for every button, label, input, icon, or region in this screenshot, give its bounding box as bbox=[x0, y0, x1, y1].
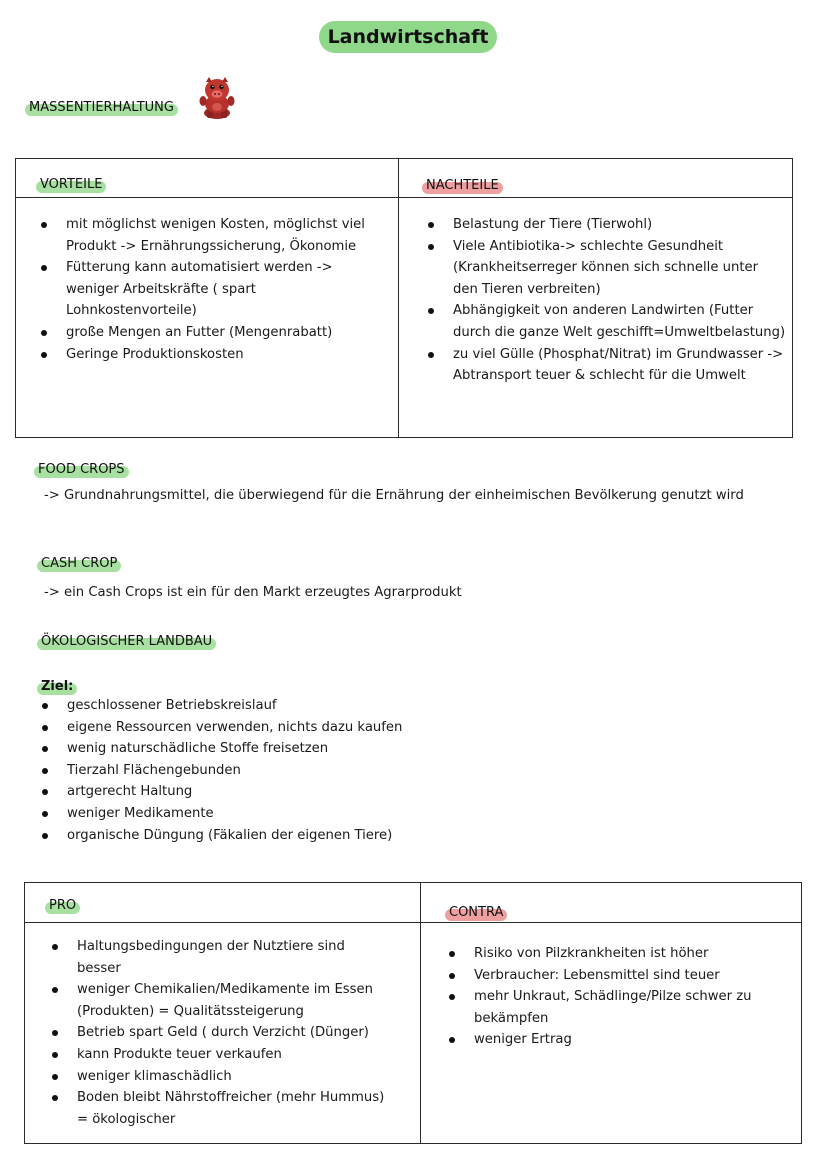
list-item: Verbraucher: Lebensmittel sind teuer bbox=[449, 965, 789, 987]
list-item: weniger Chemikalien/Medikamente im Essen (Produkten) = Qualitätssteigerung bbox=[52, 979, 392, 1022]
list-item: weniger Ertrag bbox=[449, 1029, 789, 1051]
food-crops-heading: FOOD CROPS bbox=[34, 458, 129, 477]
list-item: eigene Ressourcen verwenden, nichts dazu kaufen bbox=[42, 717, 742, 739]
list-item: weniger klimaschädlich bbox=[52, 1066, 392, 1088]
ziel-label: Ziel: bbox=[37, 675, 77, 694]
food-crops-text: -> Grundnahrungsmittel, die überwiegend für die Ernährung der einheimischen Bevölkerung genutzt wird bbox=[44, 488, 744, 503]
cash-crop-heading: CASH CROP bbox=[37, 552, 121, 571]
list-item: weniger Medikamente bbox=[42, 803, 742, 825]
list-item: mehr Unkraut, Schädlinge/Pilze schwer zu bekämpfen bbox=[449, 986, 789, 1029]
massentierhaltung-table bbox=[15, 158, 793, 438]
page-title: Landwirtschaft bbox=[319, 21, 497, 53]
massentierhaltung-heading: MASSENTIERHALTUNG bbox=[25, 96, 178, 115]
list-item: mit möglichst wenigen Kosten, möglichst viel Produkt -> Ernährungssicherung, Ökonomie bbox=[41, 214, 381, 257]
list-item: kann Produkte teuer verkaufen bbox=[52, 1044, 392, 1066]
pro-list bbox=[52, 936, 392, 1130]
list-item: Geringe Produktionskosten bbox=[41, 344, 381, 366]
cash-crop-text: -> ein Cash Crops ist ein für den Markt erzeugtes Agrarprodukt bbox=[44, 585, 462, 600]
pro-header: PRO bbox=[45, 894, 80, 913]
vorteile-header: VORTEILE bbox=[36, 173, 106, 192]
ziele-list bbox=[42, 695, 742, 846]
oekologischer-landbau-heading: ÖKOLOGISCHER LANDBAU bbox=[37, 630, 216, 649]
list-item: Belastung der Tiere (Tierwohl) bbox=[428, 214, 786, 236]
list-item: geschlossener Betriebskreislauf bbox=[42, 695, 742, 717]
list-item: Betrieb spart Geld ( durch Verzicht (Dünger) bbox=[52, 1022, 392, 1044]
list-item: Haltungsbedingungen der Nutztiere sind besser bbox=[52, 936, 392, 979]
list-item: artgerecht Haltung bbox=[42, 781, 742, 803]
list-item: Abhängigkeit von anderen Landwirten (Futter durch die ganze Welt geschifft=Umweltbelastung) bbox=[428, 300, 786, 343]
pro-contra-table bbox=[24, 882, 802, 1144]
contra-list bbox=[449, 943, 789, 1051]
nachteile-header: NACHTEILE bbox=[422, 174, 503, 193]
vorteile-list bbox=[41, 214, 381, 365]
list-item: Fütterung kann automatisiert werden -> weniger Arbeitskräfte ( spart Lohnkostenvorteile) bbox=[41, 257, 381, 322]
pig-icon bbox=[196, 76, 238, 120]
nachteile-list bbox=[428, 214, 786, 387]
list-item: große Mengen an Futter (Mengenrabatt) bbox=[41, 322, 381, 344]
list-item: wenig naturschädliche Stoffe freisetzen bbox=[42, 738, 742, 760]
list-item: organische Düngung (Fäkalien der eigenen Tiere) bbox=[42, 825, 742, 847]
list-item: zu viel Gülle (Phosphat/Nitrat) im Grundwasser -> Abtransport teuer & schlecht für die Umwelt bbox=[428, 344, 786, 387]
list-item: Viele Antibiotika-> schlechte Gesundheit (Krankheitserreger können sich schnelle unter den Tieren verbreiten) bbox=[428, 236, 786, 301]
list-item: Risiko von Pilzkrankheiten ist höher bbox=[449, 943, 789, 965]
list-item: Boden bleibt Nährstoffreicher (mehr Hummus) = ökologischer bbox=[52, 1087, 392, 1130]
contra-header: CONTRA bbox=[445, 901, 507, 920]
list-item: Tierzahl Flächengebunden bbox=[42, 760, 742, 782]
